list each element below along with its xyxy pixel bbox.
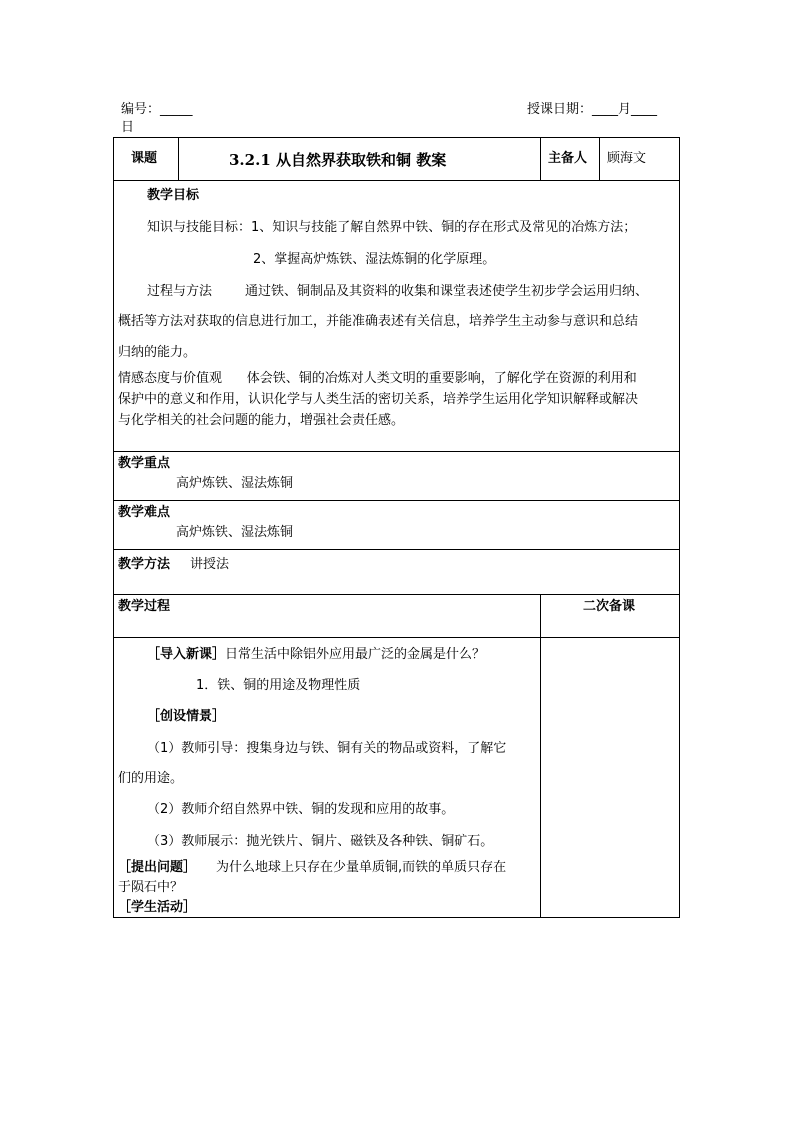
scene-tag: ［创设情景］ (147, 709, 226, 724)
col-divider (540, 594, 541, 918)
question-text: 为什么地球上只存在少量单质铜,而铁的单质只存在 (216, 860, 507, 875)
knowledge-objective: 知识与技能目标：1、知识与技能了解自然界中铁、铜的存在形式及常见的冶炼方法； (147, 220, 637, 235)
scene-item-3: （3）教师展示：抛光铁片、铜片、磁铁及各种铁、铜矿石。 (147, 834, 494, 849)
row-divider (113, 500, 680, 501)
second-prep-heading: 二次备课 (583, 599, 636, 614)
scene-item-1: （1）教师引导：搜集身边与铁、铜有关的物品或资料，了解它 (147, 741, 507, 756)
question-line (118, 859, 506, 877)
difficulties-content: 高炉炼铁、湿法炼铜 (176, 525, 294, 540)
question-tag: ［提出问题］ (118, 860, 197, 875)
topic-label: 课题 (131, 151, 158, 166)
knowledge-objective-2: 2、掌握高炉炼铁、湿法炼铜的化学原理。 (253, 252, 496, 267)
scene-item-1-cont: 们的用途。 (118, 771, 184, 786)
attitude-objective-3: 与化学相关的社会问题的能力，增强社会责任感。 (118, 413, 405, 428)
key-points-content: 高炉炼铁、湿法炼铜 (176, 476, 294, 491)
preparer-name: 顾海文 (607, 151, 647, 166)
lesson-date-day: 日 (121, 120, 135, 135)
process-objective-3: 归纳的能力。 (118, 345, 197, 360)
intro-text: 日常生活中除铝外应用最广泛的金属是什么？ (225, 647, 486, 662)
col-divider (540, 137, 541, 180)
intro-tag: ［导入新课］ (147, 647, 226, 662)
intro-line (147, 646, 485, 664)
difficulties-heading: 教学难点 (118, 505, 171, 520)
method-heading: 教学方法 (118, 557, 171, 572)
method-content: 讲授法 (190, 557, 230, 572)
row-divider (113, 637, 680, 638)
row-divider (113, 180, 680, 181)
process-objective-2: 概括等方法对获取的信息进行加工，并能准确表述有关信息，培养学生主动参与意识和总结 (118, 314, 639, 329)
key-points-heading: 教学重点 (118, 456, 171, 471)
question-line-2: 于陨石中？ (118, 880, 184, 895)
section-heading: 1．铁、铜的用途及物理性质 (196, 678, 361, 693)
attitude-objective: 情感态度与价值观 体会铁、铜的冶炼对人类文明的重要影响，了解化学在资源的利用和 (118, 371, 637, 386)
activity-tag: ［学生活动］ (118, 900, 197, 915)
lesson-date-label: 授课日期：____月____ (527, 102, 658, 117)
lesson-title: 3.2.1 从自然界获取铁和铜 教案 (229, 151, 447, 169)
serial-number-label: 编号：_____ (121, 102, 193, 117)
attitude-objective-2: 保护中的意义和作用，认识化学与人类生活的密切关系，培养学生运用化学知识解释或解决 (118, 392, 639, 407)
preparer-label: 主备人 (548, 151, 588, 166)
col-divider (178, 137, 179, 180)
process-objective: 过程与方法 通过铁、铜制品及其资料的收集和课堂表述使学生初步学会运用归纳、 (147, 284, 649, 299)
row-divider (113, 549, 680, 550)
process-heading: 教学过程 (118, 599, 171, 614)
objectives-heading: 教学目标 (147, 188, 200, 203)
row-divider (113, 594, 680, 595)
row-divider (113, 451, 680, 452)
col-divider (599, 137, 600, 180)
scene-item-2: （2）教师介绍自然界中铁、铜的发现和应用的故事。 (147, 802, 455, 817)
